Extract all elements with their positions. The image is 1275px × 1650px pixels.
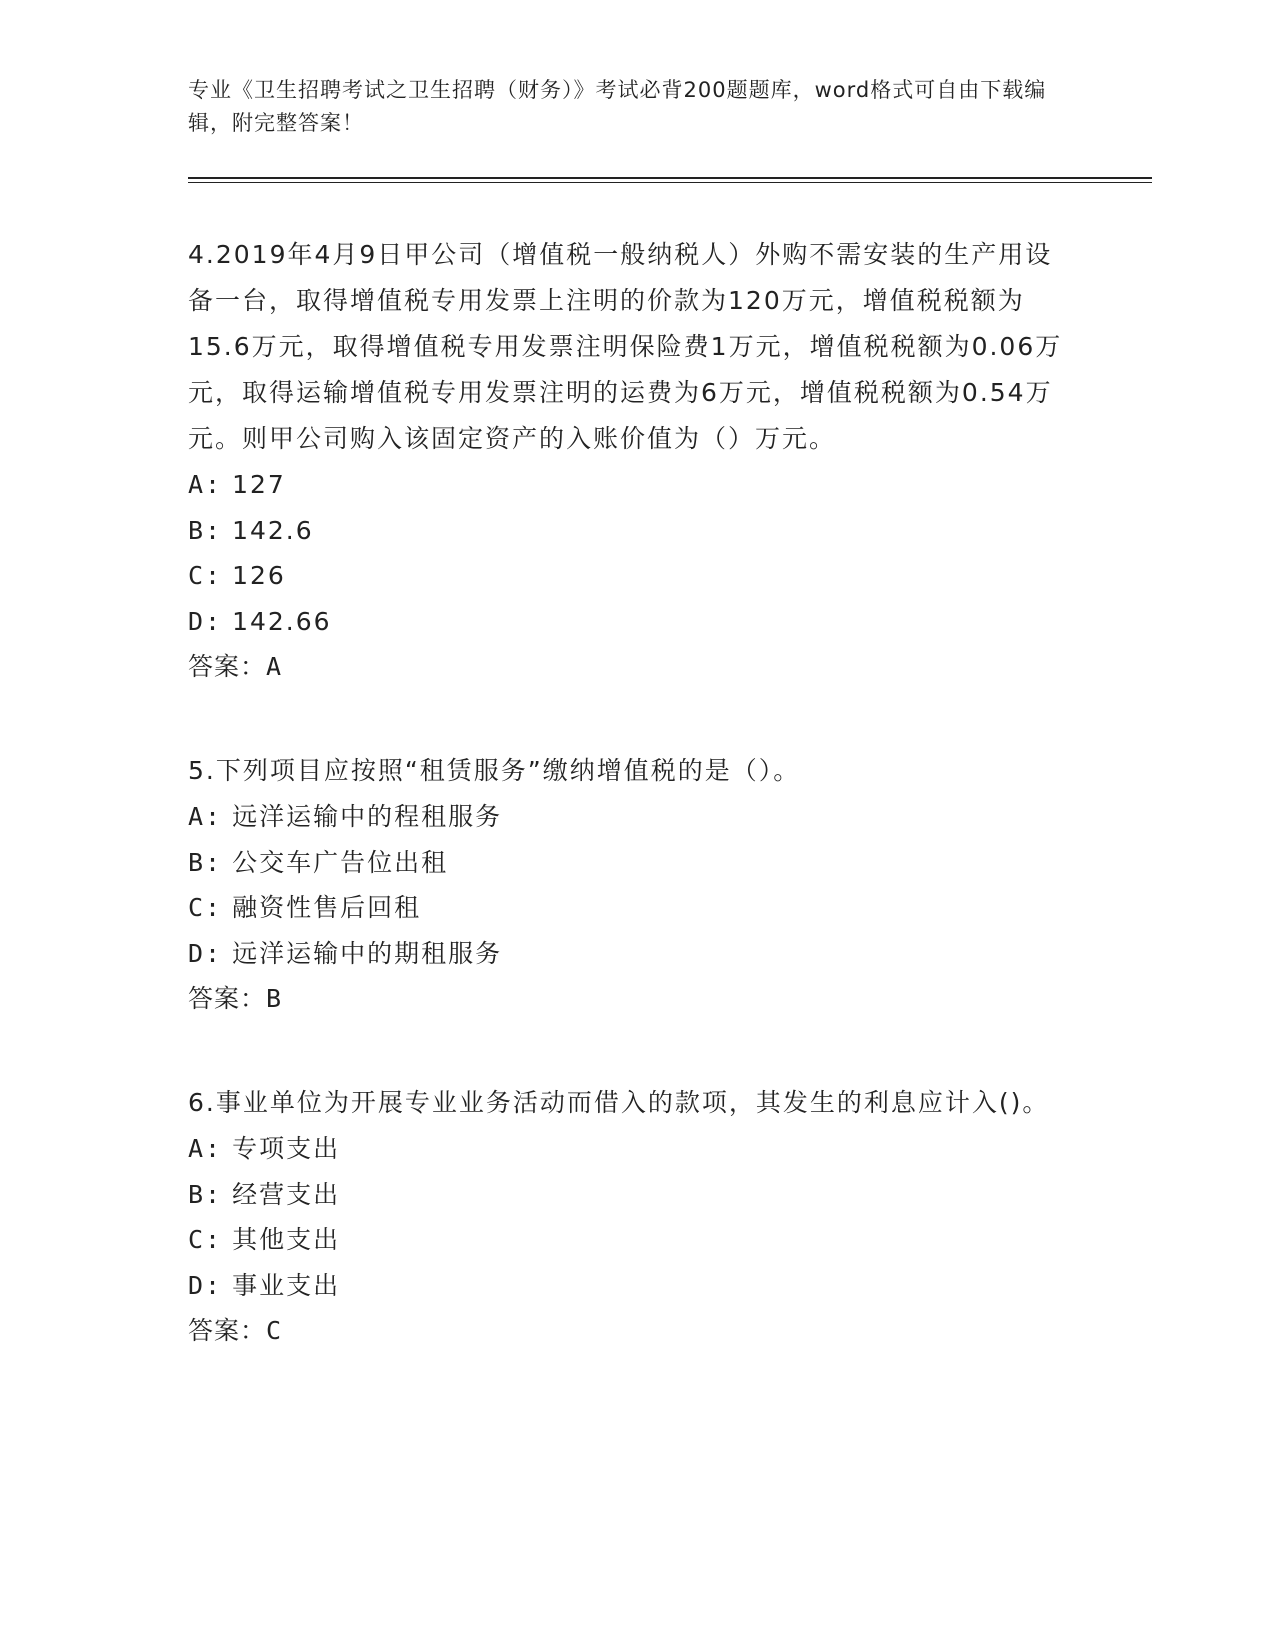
answer-label: 答案：: [188, 984, 267, 1013]
option-label: B:: [188, 1179, 223, 1209]
option-text: 126: [232, 561, 286, 590]
option-label: B:: [188, 847, 223, 877]
option-c: [188, 553, 1078, 599]
option-label: A:: [188, 802, 223, 831]
question-list: [188, 232, 1078, 1412]
answer-line: [188, 644, 1078, 690]
option-label: C:: [188, 893, 223, 922]
option-label: D:: [188, 1270, 223, 1300]
option-label: C:: [188, 1225, 223, 1254]
option-text: 融资性售后回租: [232, 893, 422, 922]
question-stem: 4.2019年4月9日甲公司（增值税一般纳税人）外购不需安装的生产用设备一台，取得增值税专用发票上注明的价款为120万元，增值税税额为15.6万元，取得增值税专用发票注明保险费1万元，增值税税额为0.06万元，取得运输增值税专用发票注明的运费为6万元，增值税税额为0.54万元。则甲公司购入该固定资产的入账价值为（）万元。: [188, 240, 1063, 453]
option-d: [188, 1263, 1078, 1309]
option-label: D:: [188, 606, 223, 636]
option-text: 127: [232, 470, 286, 499]
option-label: B:: [188, 515, 223, 545]
answer-value: A: [266, 652, 283, 681]
option-a: [188, 462, 1078, 508]
question-block: [188, 748, 1078, 1022]
document-intro: 专业《卫生招聘考试之卫生招聘（财务）》考试必背200题题库，word格式可自由下载编辑，附完整答案！: [188, 78, 1047, 135]
option-text: 专项支出: [232, 1134, 341, 1163]
header-divider-thin: [188, 182, 1152, 183]
option-a: [188, 1126, 1078, 1172]
answer-value: B: [266, 984, 283, 1013]
question-block: [188, 1080, 1078, 1354]
option-text: 远洋运输中的程租服务: [232, 802, 503, 831]
option-text: 公交车广告位出租: [232, 847, 449, 877]
answer-label: 答案：: [188, 652, 267, 681]
answer-value: C: [266, 1316, 283, 1345]
option-b: [188, 508, 1078, 554]
option-b: [188, 1172, 1078, 1218]
option-text: 远洋运输中的期租服务: [232, 938, 503, 968]
header-divider-thick: [188, 177, 1152, 179]
answer-label: 答案：: [188, 1316, 267, 1345]
option-text: 142.66: [232, 606, 332, 636]
option-d: [188, 599, 1078, 645]
question-stem: 6.事业单位为开展专业业务活动而借入的款项，其发生的利息应计入()。: [188, 1088, 1050, 1117]
option-text: 142.6: [232, 515, 314, 545]
option-text: 事业支出: [232, 1270, 341, 1300]
option-text: 经营支出: [232, 1179, 341, 1209]
option-a: [188, 794, 1078, 840]
question-block: [188, 232, 1078, 690]
option-c: [188, 1217, 1078, 1263]
answer-line: [188, 1308, 1078, 1354]
option-label: A:: [188, 1134, 223, 1163]
option-label: C:: [188, 561, 223, 590]
answer-line: [188, 976, 1078, 1022]
question-stem: 5.下列项目应按照“租赁服务”缴纳增值税的是（）。: [188, 756, 801, 785]
option-label: A:: [188, 470, 223, 499]
option-label: D:: [188, 938, 223, 968]
option-text: 其他支出: [232, 1225, 341, 1254]
option-c: [188, 885, 1078, 931]
option-b: [188, 840, 1078, 886]
option-d: [188, 931, 1078, 977]
